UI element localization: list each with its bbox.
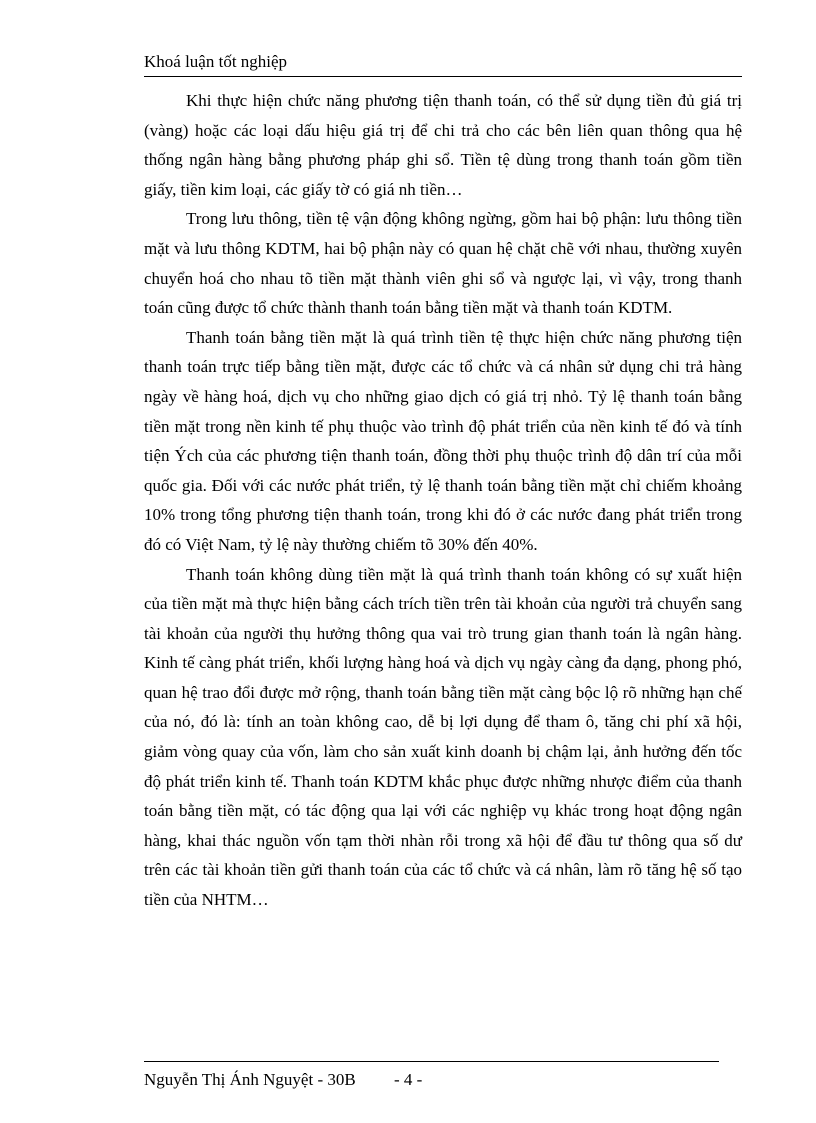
footer-author: Nguyễn Thị Ánh Nguyệt - 30B — [144, 1070, 356, 1089]
paragraph: Trong lưu thông, tiền tệ vận động không ngừng, gồm hai bộ phận: lưu thông tiền mặt và lưu thông KDTM, hai bộ phận này có quan hệ chặt chẽ với nhau, thường xuyên chuyển hoá cho nhau tõ tiền mặt thành viên ghi sổ và ngược lại, vì vậy, trong thanh toán cũng được tổ chức thành thanh toán bằng tiền mặt và thanh toán KDTM. — [144, 209, 742, 318]
paragraph: Khi thực hiện chức năng phương tiện thanh toán, có thể sử dụng tiền đủ giá trị (vàng) hoặc các loại dấu hiệu giá trị để chi trả cho các bên liên quan thông qua hệ thống ngân hàng bằng phương pháp ghi sổ. Tiền tệ dùng trong thanh toán gồm tiền giấy, tiền kim loại, các giấy tờ có giá nh tiền… — [144, 91, 742, 199]
page-header — [144, 50, 742, 77]
page-number: - 4 - — [393, 1070, 423, 1089]
document-body — [144, 86, 742, 915]
footer-divider — [144, 1061, 719, 1062]
header-title: Khoá luận tốt nghiệp — [144, 52, 288, 71]
page-footer — [144, 1068, 422, 1092]
paragraph: Thanh toán không dùng tiền mặt là quá trình thanh toán không có sự xuất hiện của tiền mặt mà thực hiện bằng cách trích tiền trên tài khoản của người trả chuyển sang tài khoản của người thụ hưởng thông qua vai trò trung gian thanh toán là ngân hàng. Kinh tế càng phát triển, khối lượng hàng hoá và dịch vụ ngày càng đa dạng, phong phó, quan hệ trao đổi được mở rộng, thanh toán bằng tiền mặt càng bộc lộ rõ những hạn chế của nó, đó là: tính an toàn không cao, dễ bị lợi dụng để tham ô, tăng chi phí xã hội, giảm vòng quay của vốn, làm cho sản xuất kinh doanh bị chậm lại, ảnh hưởng đến tốc độ phát triển kinh tế. Thanh toán KDTM khắc phục được những nhược điểm của thanh toán bằng tiền mặt, có tác động qua lại với các nghiệp vụ khác trong hoạt động ngân hàng, khai thác nguồn vốn tạm thời nhàn rỗi trong xã hội để đầu tư thông qua số dư trên các tài khoản tiền gửi thanh toán của các tổ chức và cá nhân, làm rõ tăng hệ số tạo tiền của NHTM… — [144, 564, 742, 910]
paragraph: Thanh toán bằng tiền mặt là quá trình tiền tệ thực hiện chức năng phương tiện thanh toán trực tiếp bằng tiền mặt, được các tổ chức và cá nhân sử dụng chi trả hàng ngày về hàng hoá, dịch vụ cho những giao dịch có giá trị nhỏ. Tỷ lệ thanh toán bằng tiền mặt trong nền kinh tế phụ thuộc vào trình độ phát triển của nền kinh tế đó và tính tiện Ých của các phương tiện thanh toán, đồng thời phụ thuộc trình độ dân trí của mỗi quốc gia. Đối với các nước phát triển, tỷ lệ thanh toán bằng tiền mặt chỉ chiếm khoảng 10% trong tổng phương tiện thanh toán, trong khi đó ở các nước đang phát triển trong đó có Việt Nam, tỷ lệ này thường chiếm tõ 30% đến 40%. — [144, 327, 742, 554]
